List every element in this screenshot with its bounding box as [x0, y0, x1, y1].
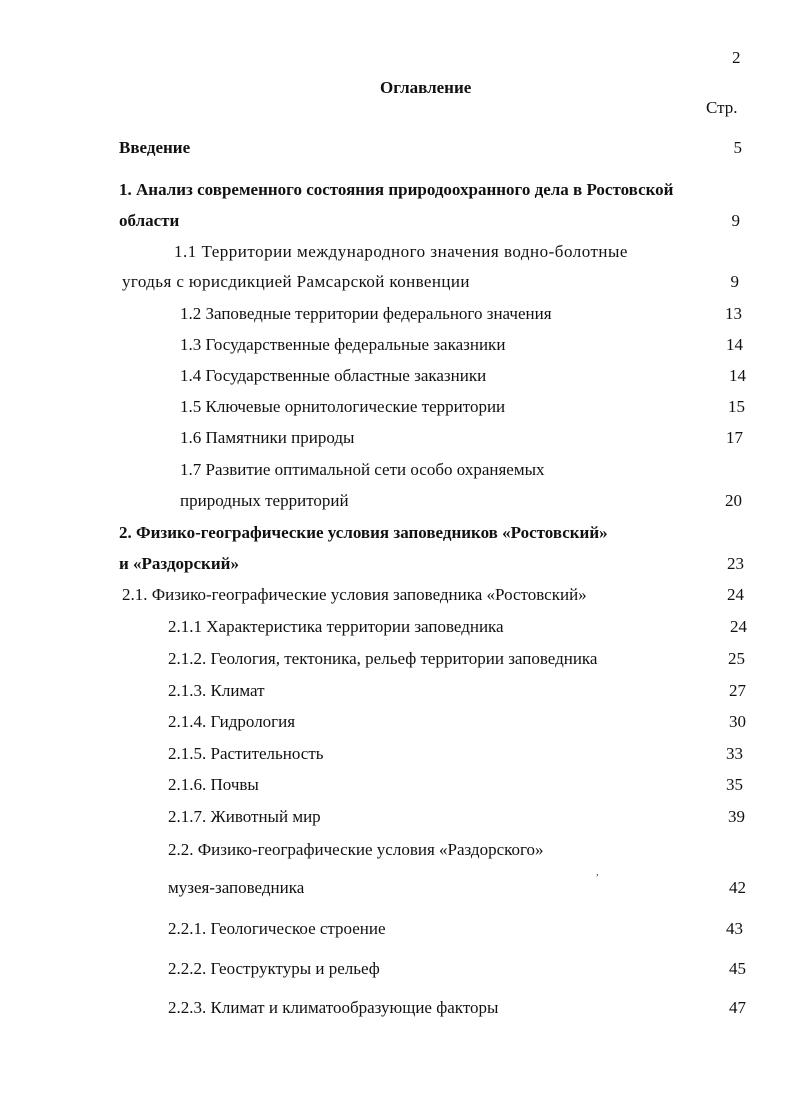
toc-entry-text: 2.2.1. Геологическое строение [168, 919, 386, 938]
toc-entry-page: 35 [726, 775, 743, 794]
toc-entry-page: 30 [729, 712, 746, 731]
toc-entry-text: природных территорий [180, 491, 349, 510]
toc-entry-page: 14 [729, 366, 746, 385]
toc-entry-text: 2.1. Физико-географические условия заповедника «Ростовский» [122, 585, 587, 604]
toc-entry-page: 5 [733, 138, 742, 157]
toc-entry-page: 24 [730, 617, 747, 636]
toc-entry-page: 25 [728, 649, 745, 668]
toc-entry-page: 20 [725, 491, 742, 510]
toc-entry-text: 2.1.6. Почвы [168, 775, 259, 794]
toc-entry-page: 15 [728, 397, 745, 416]
toc-entry-page: 9 [730, 272, 739, 291]
toc-entry-page: 42 [729, 878, 746, 897]
toc-entry-text: 2.2.2. Геоструктуры и рельеф [168, 959, 380, 978]
toc-entry-page: 45 [729, 959, 746, 978]
toc-entry-page: 9 [731, 211, 740, 230]
toc-entry-text: 2.2. Физико-географические условия «Раздорского» [168, 840, 544, 859]
page-column-label: Стр. [706, 98, 738, 117]
toc-entry-text: 2. Физико-географические условия заповедников «Ростовский» [119, 523, 608, 542]
toc-entry-text: 1.4 Государственные областные заказники [180, 366, 487, 385]
toc-entry-text: Введение [119, 138, 191, 157]
toc-entry-text: 2.1.5. Растительность [168, 744, 324, 763]
toc-entry-text: 2.1.7. Животный мир [168, 807, 321, 826]
scan-speck: , [596, 866, 599, 878]
toc-entry-text: 2.2.3. Климат и климатообразующие факторы [168, 998, 499, 1017]
toc-entry-text: 2.1.2. Геология, тектоника, рельеф территории заповедника [168, 649, 598, 668]
toc-entry-text: 2.1.1 Характеристика территории заповедника [168, 617, 504, 636]
toc-entry-text: 1.1 Территории международного значения водно-болотные [174, 242, 628, 261]
toc-entry-text: 1.5 Ключевые орнитологические территории [180, 397, 506, 416]
toc-entry-text: области [119, 211, 180, 230]
toc-entry-page: 47 [729, 998, 746, 1017]
toc-entry-page: 17 [726, 428, 743, 447]
toc-entry-text: 1.6 Памятники природы [180, 428, 355, 447]
toc-entry-text: 2.1.4. Гидрология [168, 712, 296, 731]
toc-entry-page: 43 [726, 919, 743, 938]
toc-entry-text: 1.3 Государственные федеральные заказники [180, 335, 506, 354]
toc-entry-page: 24 [727, 585, 744, 604]
toc-entry-text: 1.7 Развитие оптимальной сети особо охраняемых [180, 460, 545, 479]
toc-entry-page: 39 [728, 807, 745, 826]
toc-entry-page: 23 [727, 554, 744, 573]
toc-entry-page: 13 [725, 304, 742, 323]
toc-entry-text: угодья с юрисдикцией Рамсарской конвенции [122, 272, 470, 291]
toc-entry-text: 2.1.3. Климат [168, 681, 265, 700]
page-number: 2 [732, 48, 741, 67]
toc-entry-page: 14 [726, 335, 743, 354]
toc-entry-text: и «Раздорский» [119, 554, 239, 573]
toc-entry-page: 33 [726, 744, 743, 763]
toc-entry-text: музея-заповедника [168, 878, 305, 897]
toc-entry-page: 27 [729, 681, 746, 700]
toc-heading: Оглавление [380, 78, 472, 97]
toc-entry-text: 1.2 Заповедные территории федерального значения [180, 304, 552, 323]
toc-entry-text: 1. Анализ современного состояния природоохранного дела в Ростовской [119, 180, 674, 199]
